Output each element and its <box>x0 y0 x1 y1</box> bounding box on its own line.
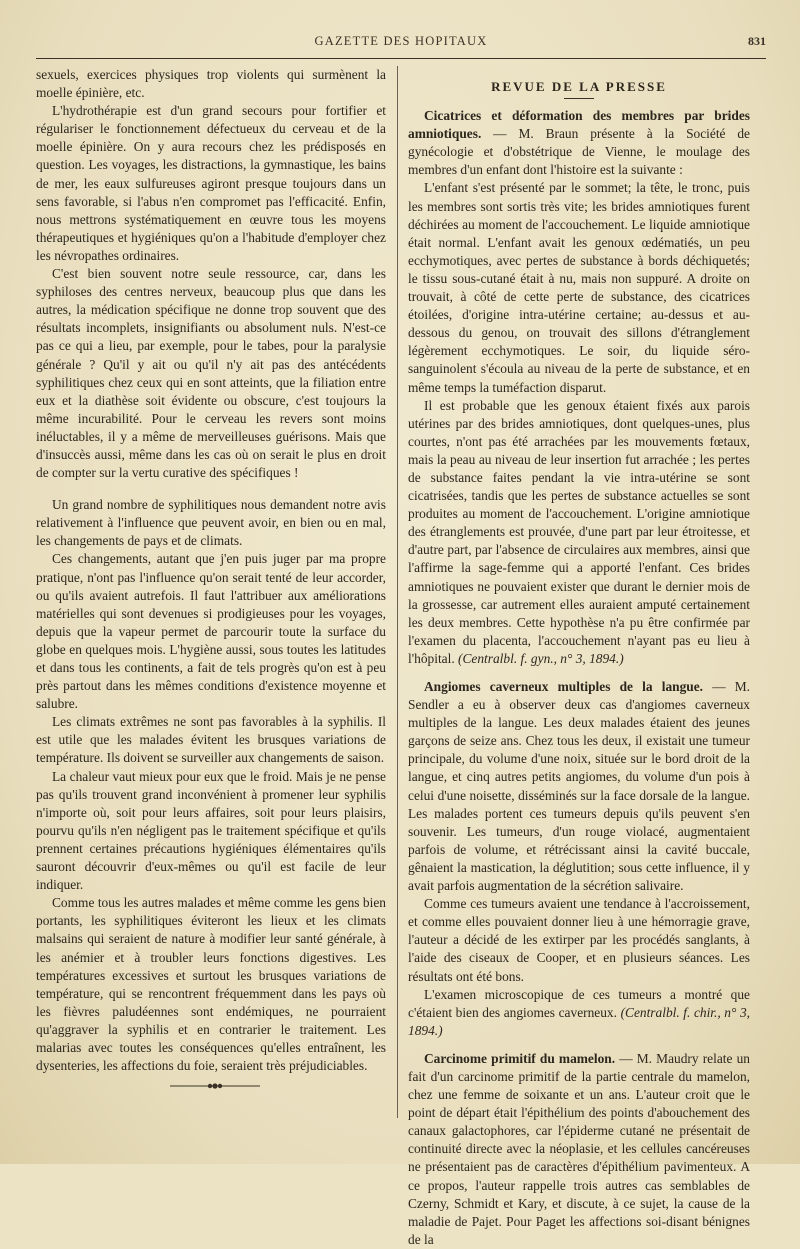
article-carcinome <box>408 1050 750 1249</box>
article-paragraph <box>408 986 750 1040</box>
end-ornament <box>170 1082 260 1090</box>
section-title-rule <box>564 98 594 99</box>
section-title: REVUE DE LA PRESSE <box>491 79 667 94</box>
article-citation: (Centralbl. f. gyn., n° 3, 1894.) <box>458 650 624 666</box>
article-angiomes <box>408 678 750 895</box>
article-paragraph: L'enfant s'est présenté par le sommet; la tête, le tronc, puis les membres sont sortis très vite; les brides amniotiques furent déchirées au moment de l'accouchement. Le liquide amniotique était normal. L'enfant avait les genoux œdématiés, un peu ecchymotiques, avec pertes de substance à bords déchiquetés; le tissu sous-cutané était à nu, mais non suppuré. A droite on trouvait, à côté de cette perte de substance, des cicatrices étoilées, d'origine intra-utérine certaine; au-dessus et au-dessous du genou, on trouvait des sillons d'étranglement légèrement ecchymotiques. Le soir, du liquide séro-sanguinolent s'écoula au niveau de la perte de substance, et en même temps la tuméfaction disparut. <box>408 180 750 395</box>
article-paragraph: Comme ces tumeurs avaient une tendance à l'accroissement, et comme elles pouvaient donner lieu à une hémorragie grave, l'auteur a décidé de les extirper par les procédés sanglants, à l'aide des ciseaux de Cooper, et en plusieurs séances. Les résultats ont été bons. <box>408 896 750 984</box>
left-paragraph-7: La chaleur vaut mieux pour eux que le froid. Mais je ne pense pas qu'ils trouvent grand inconvénient à promener leur syphilis n'importe où, soit pour leurs affaires, soit pour leurs plaisirs, pourvu qu'ils n'en négligent pas le traitement spécifique et qu'ils prennent certaines précautions hygiéniques élémentaires qu'ils sauront découvrir d'eux-mêmes ou qu'il est facile de leur indiquer. <box>36 768 386 893</box>
running-title: GAZETTE DES HOPITAUX <box>314 34 488 48</box>
column-divider <box>397 66 398 1118</box>
article-text: Il est probable que les genoux étaient fixés aux parois utérines par des brides amniotiques, dont quelques-unes, plus courtes, n'ont pas été arrachées par les mouvements fœtaux, mais la peau au niveau de leur insertion fut arrachée ; les pertes de substance faites pendant la vie intra-utérine se sont cicatrisées, tandis que les pertes de substance actuelles se sont produites au moment de l'accouchement. L'origine amniotique des étranglements est prouvée, d'une part par leur étroitesse, et d'autre part, par l'absence de circulaires aux membres, ainsi que l'affirme la sage-femme qui a apporté l'enfant. Ces brides amniotiques ne pouvaient exister que durant le dernier mois de la grossesse, car autrement elles auraient amputé certainement les deux membres. Cette hypothèse n'a pu être confirmée par l'examen du placenta, l'accouchement n'ayant pas eu lieu à l'hôpital. <box>408 397 750 666</box>
left-column <box>36 66 386 1075</box>
article-citation: (Centralbl. f. chir., n° 3, 1894.) <box>408 1004 750 1038</box>
article-title: Carcinome primitif du mamelon. <box>424 1050 616 1066</box>
left-paragraph-8: Comme tous les autres malades et même comme les gens bien portants, les syphilitiques éviteront les lieux et les climats malsains qui seraient de nature à modifier leur santé générale, à les anémier et à troubler leurs fonctions digestives. Les températures excessives et surtout les brusques variations de température, qui se rencontrent fréquemment dans les pays où les fièvres paludéennes sont endémiques, ne pourraient qu'aggraver la syphilis et en contrarier le traitement. Les malarias avec toutes les conséquences qu'elles entraînent, les dysenteries, les affections du foie, seraient très préjudiciables. <box>36 895 386 1074</box>
article-text: — M. Sendler a eu à observer deux cas d'angiomes caverneux multiples de la langue. Les deux malades étaient des jeunes garçons de seize ans. Chez tous les deux, il existait une tumeur principale, du volume d'une noix, située sur le bord droit de la langue, et cinq autres petits angiomes, du volume d'un pois à celui d'une noisette, disséminés sur la face dorsale de la langue. Les malades portent ces tumeurs depuis qu'ils peuvent s'en souvenir. Les tumeurs, d'un rouge violacé, augmentaient parfois de volume, et rétrécissant ainsi la cavité buccale, gênaient la mastication, la déglutition; sous cette influence, il y avait parfois augmentation de la sécrétion salivaire. <box>408 679 750 894</box>
running-head <box>36 34 766 54</box>
left-paragraph-1: sexuels, exercices physiques trop violents qui surmènent la moelle épinière, etc. <box>36 67 386 101</box>
article-title: Cicatrices et déformation des membres par brides amniotiques. <box>408 108 750 142</box>
left-paragraph-3: C'est bien souvent notre seule ressource, car, dans les syphiloses des centres nerveux, beaucoup plus que dans les autres, la médication spécifique ne donne trop souvent que des résultats incomplets, insignifiants ou absolument nuls. N'est-ce pas ce qui a lieu, par exemple, pour le tabes, pour la paralysie générale ? Qu'il y ait ou qu'il n'y ait pas des antécédents syphilitiques chez ceux qui en sont atteints, que la filiation entre eux et la diathèse soit évidente ou obscure, c'est toujours la même incurabilité. Pour le cerveau les revers sont moins inéluctables, il y a même de merveilleuses guérisons. Mais que d'insuccès aussi, même dans les cas où on serait le plus en droit de compter sur la vertu curative des spécifiques ! <box>36 266 386 481</box>
article-text: L'examen microscopique de ces tumeurs a montré que c'étaient bien des angiomes caverneux. <box>408 986 750 1020</box>
article-paragraph <box>408 397 750 668</box>
article-title: Angiomes caverneux multiples de la langue. <box>424 679 704 694</box>
article-text: — M. Maudry relate un fait d'un carcinome primitif de la partie centrale du mamelon, chez une femme de soixante et un ans. L'auteur croit que le point de départ était l'épithélium des points d'abouchement des canaux galactophores, car l'épiderme cutané ne présentait de continuité directe avec la néoplasie, et les cellules cancéreuses ne présentaient pas de caractères d'épithélium pavimenteux. A ce propos, l'auteur rappelle trois autres cas semblables de Czerny, Schmidt et Kary, et discute, à ce sujet, la cause de la maladie de Pajet. Pour Paget les affections soi-disant bénignes de la <box>408 1050 750 1247</box>
left-paragraph-2: L'hydrothérapie est d'un grand secours pour fortifier et régulariser le fonctionnement défectueux du cerveau et de la moelle épinière. On y aura recours chez les prédisposés en question. Les voyages, les distractions, la gymnastique, les bains de mer, les eaux sulfureuses agiront presque toujours dans un sens favorable, si l'abus n'en compromet pas l'efficacité. Enfin, nous mettrons systématiquement en œuvre tous les moyens thérapeutiques et hygiéniques qu'on a l'habitude d'employer chez les névropathes ordinaires. <box>36 103 386 263</box>
article-cicatrices <box>408 107 750 179</box>
left-paragraph-5: Ces changements, autant que j'en puis juger par ma propre pratique, n'ont pas l'influence qu'on serait tenté de leur accorder, ou qu'ils avaient autrefois. Il faut l'attribuer aux améliorations matérielles qui sont devenues si prodigieuses pour les voyages, depuis que la vapeur permet de parcourir toute la surface du globe en quelques mois. L'hygiène aussi, sous toutes les latitudes et dans tous les continents, a fait de tels progrès qu'on est à peu près partout dans les mêmes conditions d'existence moyenne et salubre. <box>36 551 386 712</box>
right-column <box>408 66 750 1249</box>
left-paragraph-4: Un grand nombre de syphilitiques nous demandent notre avis relativement à l'influence que peuvent avoir, en bien ou en mal, les changements de pays et de climats. <box>36 497 386 549</box>
header-rule <box>36 58 766 59</box>
left-paragraph-6: Les climats extrêmes ne sont pas favorables à la syphilis. Il est utile que les malades évitent les brusques variations de température. Ils doivent se surveiller aux changements de saison. <box>36 714 386 766</box>
page-number: 831 <box>748 34 766 48</box>
article-text: — M. Braun présente à la Société de gynécologie et d'obstétrique de Vienne, le moulage des membres d'un enfant dont l'histoire est la suivante : <box>408 126 750 178</box>
